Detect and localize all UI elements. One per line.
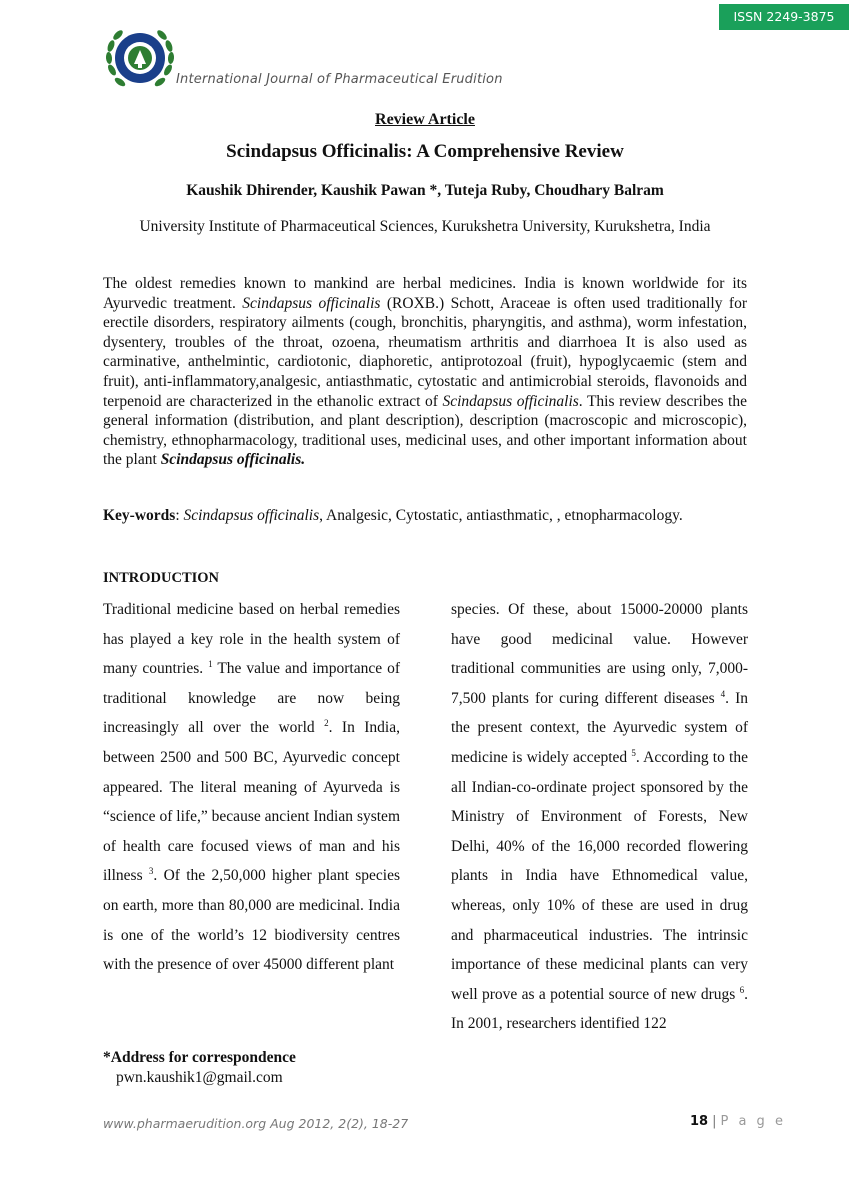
keywords: Key-words: Scindapsus officinalis, Analgesic, Cytostatic, antiasthmatic, , etnopharmacology.: [103, 507, 683, 524]
intro-right-column: species. Of these, about 15000-20000 plants have good medicinal value. However traditional communities are using only, 7,000-7,500 plants for curing different diseases $^4$. In the present context, the Ayurvedic system of medicine is widely accepted $^5$. According to the all Indian-co-ordinate project sponsored by the Ministry of Environment of Forests, New Delhi, 40% of the 16,000 recorded flowering plants in India have Ethnomedical value, whereas, only 10% of these are used in drug and pharmaceutical industries. The intrinsic importance of these medicinal plants can very well prove as a potential source of new drugs $^6$. In 2001, researchers identified 122: [451, 601, 748, 1033]
abstract-species-name: Scindapsus officinalis: [242, 294, 381, 312]
citation-ref: 4: [720, 688, 726, 699]
footer-citation: www.pharmaerudition.org Aug 2012, 2(2), 18-27: [103, 1116, 409, 1131]
correspondence-label: *Address for correspondence: [103, 1049, 296, 1066]
citation-ref: 1: [208, 659, 213, 670]
abstract-text: The oldest remedies known to mankind are herbal medicines. India is known worldwide for its Ayurvedic treatment.: [103, 275, 747, 312]
correspondence-email: pwn.kaushik1@gmail.com: [116, 1069, 283, 1086]
keywords-label: Key-words: [103, 507, 176, 524]
citation-ref: 3: [148, 866, 154, 877]
footer-page: [690, 1114, 786, 1129]
article-title: Scindapsus Officinalis: A Comprehensive Review: [226, 141, 624, 162]
affiliation: University Institute of Pharmaceutical Sciences, Kurukshetra University, Kurukshetra, India: [139, 218, 711, 235]
article-type: Review Article: [375, 111, 475, 128]
keyword-list: , Analgesic, Cytostatic, antiasthmatic, , etnopharmacology.: [319, 507, 683, 524]
citation-ref: 5: [631, 747, 636, 758]
journal-name: International Journal of Pharmaceutical Erudition: [176, 72, 503, 87]
author-list: Kaushik Dhirender, Kaushik Pawan *, Tuteja Ruby, Choudhary Balram: [186, 182, 664, 199]
journal-logo: [102, 20, 178, 96]
citation-ref: 2: [324, 718, 329, 729]
section-heading-introduction: INTRODUCTION: [103, 570, 220, 586]
footer-separator: |: [712, 1114, 717, 1129]
abstract-text: (ROXB.) Schott, Araceae is often used traditionally for erectile disorders, respiratory ailments (cough, bronchitis, pharyngitis, and asthma), worm infestation, dysentery, troubles of the throat, ozoena, rheumatism arthritis and diarrhoea It is also used as carminative, anthelmintic, cardiotonic, diaphoretic, antiprotozoal (fruit), hypoglycaemic (stem and fruit), anti-inflammatory,analgesic, antiasthmatic, cytostatic and antimicrobial steroids, flavonoids and terpenoid are characterized in the ethanolic extract of: [103, 294, 747, 410]
keyword-species: Scindapsus officinalis: [183, 507, 320, 524]
page-word: P a g e: [720, 1114, 786, 1129]
abstract-species-name: Scindapsus officinalis: [442, 392, 579, 410]
citation-ref: 6: [739, 984, 745, 995]
page-number: 18: [690, 1114, 709, 1129]
abstract-species-name: Scindapsus officinalis.: [160, 451, 306, 469]
abstract-text: . This review describes the general information (distribution, and plant description), description (macroscopic and microscopic), chemistry, ethnopharmacology, traditional uses, medicinal uses, and other important information about the plant: [103, 392, 747, 469]
abstract: [103, 274, 747, 470]
intro-left-column: Traditional medicine based on herbal remedies has played a key role in the health system of many countries. $^1$ The value and importance of traditional knowledge are now being increasingly all over the world $^2$. In India, between 2500 and 500 BC, Ayurvedic concept appeared. The literal meaning of Ayurveda is “science of life,” because ancient Indian system of health care focused views of man and his illness $^3$. Of the 2,50,000 higher plant species on earth, more than 80,000 are medicinal. India is one of the world’s 12 biodiversity centres with the presence of over 45000 different plant: [103, 601, 400, 974]
issn-badge: ISSN 2249-3875: [719, 4, 849, 30]
